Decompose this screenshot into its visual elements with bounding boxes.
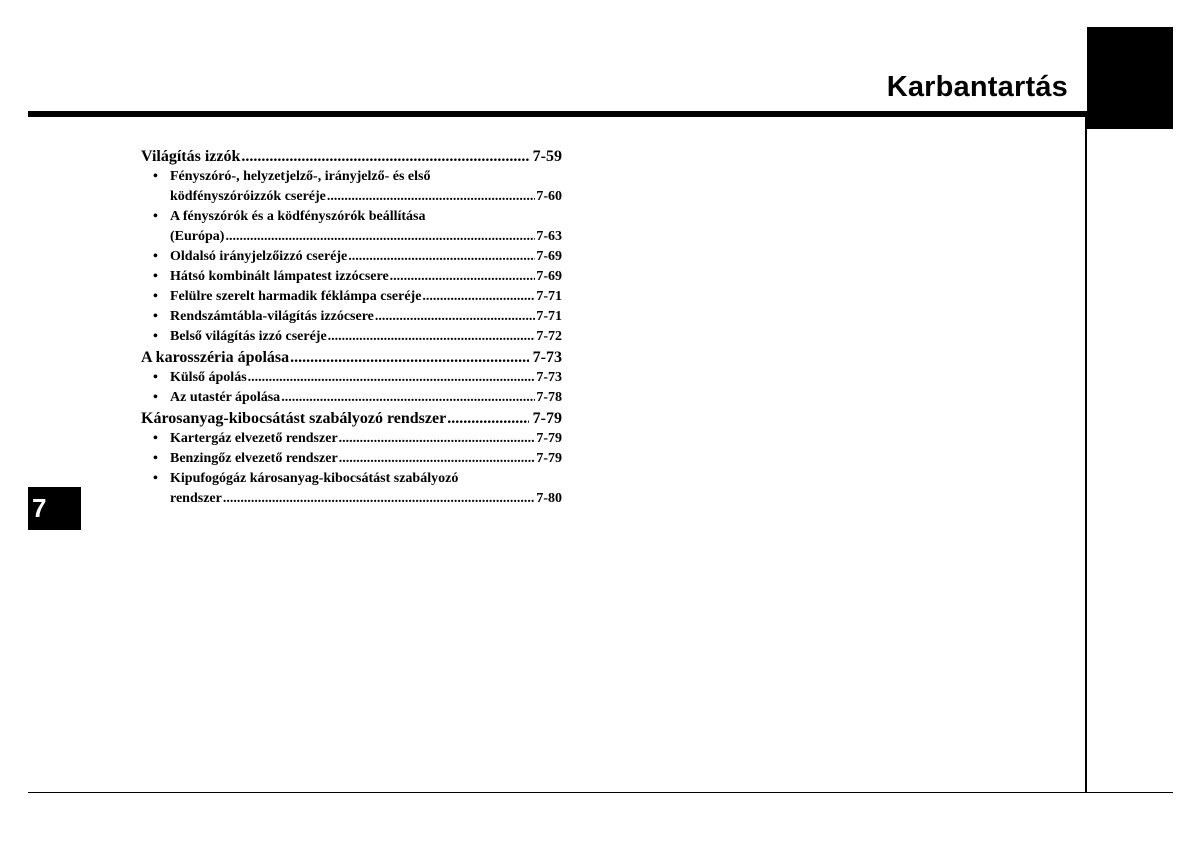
bullet-icon: • [153,309,158,324]
bullet-icon: • [153,329,158,344]
toc-item[interactable] [141,307,562,327]
toc-section-title: Világítás izzók [141,148,241,165]
toc-item-title: Belső világítás izzó cseréje [170,329,327,344]
toc-item-title: Külső ápolás [170,370,247,385]
toc-item-title: rendszer [170,491,222,506]
toc-section-title: A karosszéria ápolása [141,349,290,366]
toc-page-number: 7-63 [536,229,562,244]
toc-page-number: 7-72 [536,329,562,344]
toc-section[interactable] [141,347,562,368]
bullet-icon: • [153,249,158,264]
toc-item-title: (Európa) [170,229,225,244]
leader-dots [339,429,536,449]
toc-item-title: Benzingőz elvezető rendszer [170,451,338,466]
toc-item[interactable] [141,207,562,227]
leader-dots [339,449,536,469]
toc-item[interactable] [141,167,562,187]
toc-item-title: Felülre szerelt harmadik féklámpa cseréje [170,289,422,304]
toc-page-number: 7-79 [532,410,562,427]
toc-item[interactable] [141,267,562,287]
toc-page-number: 7-71 [536,309,562,324]
leader-dots [327,187,535,207]
leader-dots [241,146,528,167]
leader-dots [375,307,535,327]
toc-page-number: 7-71 [536,289,562,304]
leader-dots [447,408,528,429]
toc-item[interactable] [141,449,562,469]
toc-item-continuation[interactable] [141,187,562,207]
toc-page-number: 7-79 [536,451,562,466]
toc-item[interactable] [141,327,562,347]
leader-dots [348,247,535,267]
toc-item[interactable] [141,247,562,267]
leader-dots [248,368,536,388]
leader-dots [328,327,536,347]
header-rule [28,111,1088,117]
leader-dots [225,227,535,247]
bullet-icon: • [153,269,158,284]
toc-page-number: 7-69 [536,269,562,284]
toc-item-title: Kipufogógáz károsanyag-kibocsátást szabályozó [170,471,459,486]
toc-page-number: 7-79 [536,431,562,446]
leader-dots [290,347,529,368]
chapter-tab: 7 [28,487,81,530]
toc-section[interactable] [141,146,562,167]
toc-page-number: 7-69 [536,249,562,264]
bullet-icon: • [153,431,158,446]
leader-dots [390,267,536,287]
bullet-icon: • [153,169,158,184]
toc-section-title: Károsanyag-kibocsátást szabályozó rendszer [141,410,447,427]
toc-item-title: A fényszórók és a ködfényszórók beállítása [170,209,426,224]
toc-page-number: 7-59 [532,148,562,165]
toc-item-title: Fényszóró-, helyzetjelző-, irányjelző- és első [170,169,431,184]
bullet-icon: • [153,289,158,304]
toc-page-number: 7-73 [532,349,562,366]
toc-item-title: Rendszámtábla-világítás izzócsere [170,309,374,324]
bullet-icon: • [153,209,158,224]
toc-section[interactable] [141,408,562,429]
toc-item-continuation[interactable] [141,227,562,247]
toc-item-title: Az utastér ápolása [170,390,281,405]
toc-item[interactable] [141,469,562,489]
leader-dots [422,287,535,307]
toc-item[interactable] [141,368,562,388]
toc-item-title: ködfényszóróizzók cseréje [170,189,326,204]
toc-page-number: 7-60 [536,189,562,204]
bullet-icon: • [153,370,158,385]
bullet-icon: • [153,451,158,466]
leader-dots [281,388,535,408]
bullet-icon: • [153,390,158,405]
bullet-icon: • [153,471,158,486]
toc-item[interactable] [141,429,562,449]
toc-item-continuation[interactable] [141,489,562,509]
toc-item-title: Kartergáz elvezető rendszer [170,431,338,446]
corner-block [1087,27,1173,129]
toc-item-title: Hátsó kombinált lámpatest izzócsere [170,269,389,284]
leader-dots [223,489,535,509]
vertical-rule [1085,117,1087,793]
toc-item-title: Oldalsó irányjelzőizzó cseréje [170,249,348,264]
toc-page-number: 7-78 [536,390,562,405]
bottom-rule [28,792,1173,793]
toc-item[interactable] [141,388,562,408]
toc-page-number: 7-73 [536,370,562,385]
table-of-contents [141,146,562,509]
toc-page-number: 7-80 [536,491,562,506]
toc-item[interactable] [141,287,562,307]
page-title: Karbantartás [886,71,1068,103]
